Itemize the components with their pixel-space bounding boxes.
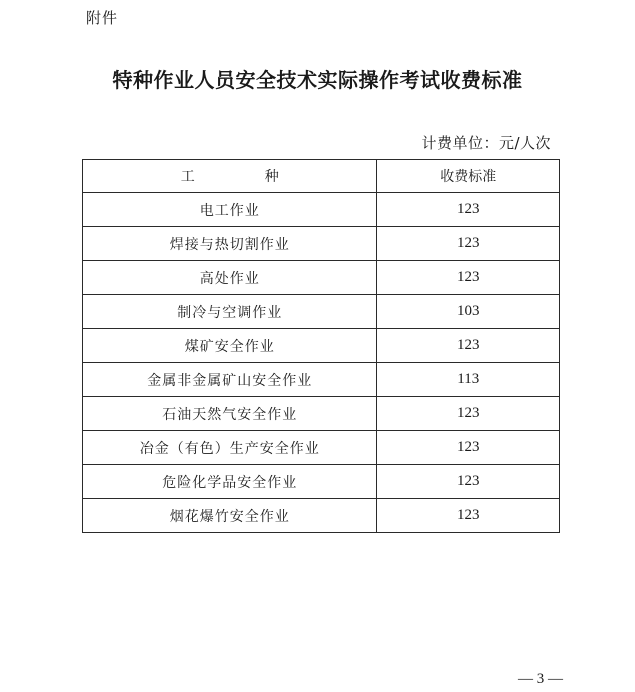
work-type-cell: 制冷与空调作业 [83,295,377,329]
table-row [83,397,560,431]
work-type-cell: 金属非金属矿山安全作业 [83,363,377,397]
attachment-label: 附件 [86,9,119,27]
header-fee: 收费标准 [377,160,560,193]
header-work-type: 工 种 [83,160,377,193]
table-row [83,465,560,499]
work-type-cell: 石油天然气安全作业 [83,397,377,431]
fee-table [82,159,560,533]
fee-cell: 123 [377,431,560,465]
fee-table-header [83,160,560,193]
work-type-cell: 危险化学品安全作业 [83,465,377,499]
fee-table-body [83,193,560,533]
page-number: — 3 — [518,671,563,687]
fee-cell: 123 [377,465,560,499]
table-row [83,329,560,363]
unit-note: 计费单位：元/人次 [421,134,551,152]
work-type-cell: 高处作业 [83,261,377,295]
work-type-cell: 电工作业 [83,193,377,227]
table-row [83,363,560,397]
work-type-cell: 冶金（有色）生产安全作业 [83,431,377,465]
work-type-cell: 焊接与热切割作业 [83,227,377,261]
page-title: 特种作业人员安全技术实际操作考试收费标准 [112,68,523,92]
fee-cell: 123 [377,261,560,295]
header-row [83,160,560,193]
fee-cell: 123 [377,397,560,431]
table-row [83,295,560,329]
fee-cell: 113 [377,363,560,397]
table-row [83,261,560,295]
fee-cell: 123 [377,329,560,363]
fee-cell: 103 [377,295,560,329]
work-type-cell: 烟花爆竹安全作业 [83,499,377,533]
table-row [83,193,560,227]
work-type-cell: 煤矿安全作业 [83,329,377,363]
table-row [83,499,560,533]
fee-cell: 123 [377,227,560,261]
fee-cell: 123 [377,499,560,533]
table-row [83,431,560,465]
fee-cell: 123 [377,193,560,227]
table-row [83,227,560,261]
